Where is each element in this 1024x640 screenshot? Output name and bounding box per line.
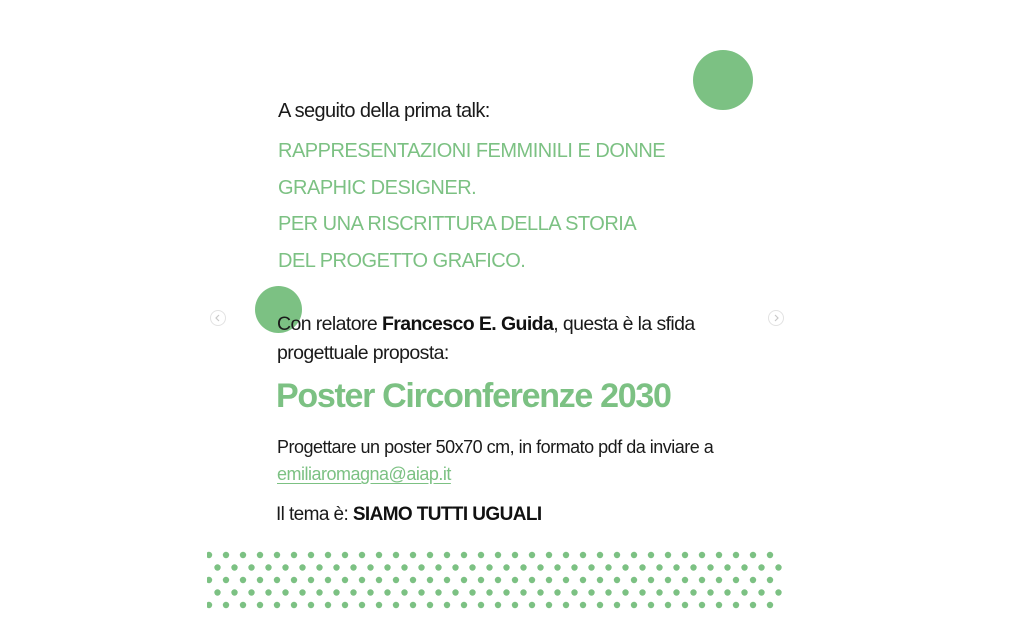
theme-value: SIAMO TUTTI UGUALI — [352, 504, 542, 525]
instructions-text: Progettare un poster 50x70 cm, in formato pdf da inviare a — [277, 437, 714, 457]
speaker-paragraph — [277, 310, 737, 368]
carousel-prev-button[interactable] — [210, 310, 226, 326]
talk-title-line: DEL PROGETTO GRAFICO. — [278, 249, 526, 272]
chevron-right-icon — [772, 314, 780, 322]
speaker-suffix: , questa è la sfida progettuale proposta: — [277, 313, 695, 364]
talk-title-line: GRAPHIC DESIGNER. — [278, 176, 477, 199]
intro-text: A seguito della prima talk: — [278, 100, 490, 122]
talk-title — [278, 133, 665, 279]
speaker-name: Francesco E. Guida — [381, 313, 554, 335]
talk-title-line: RAPPRESENTAZIONI FEMMINILI E DONNE — [278, 140, 666, 162]
chevron-left-icon — [214, 314, 222, 322]
poster-title: Poster Circonferenze 2030 — [276, 377, 671, 415]
speaker-prefix: Con relatore — [277, 313, 382, 335]
dot-pattern — [207, 550, 787, 610]
carousel-next-button[interactable] — [768, 310, 784, 326]
carousel-slide — [207, 0, 787, 640]
decorative-circle-top — [693, 50, 753, 110]
talk-title-line: PER UNA RISCRITTURA DELLA STORIA — [278, 213, 637, 235]
email-link[interactable]: emiliaromagna@aiap.it — [277, 464, 451, 484]
instructions-paragraph — [277, 434, 747, 488]
theme-line — [276, 504, 542, 526]
theme-prefix: Il tema è: — [276, 504, 353, 525]
